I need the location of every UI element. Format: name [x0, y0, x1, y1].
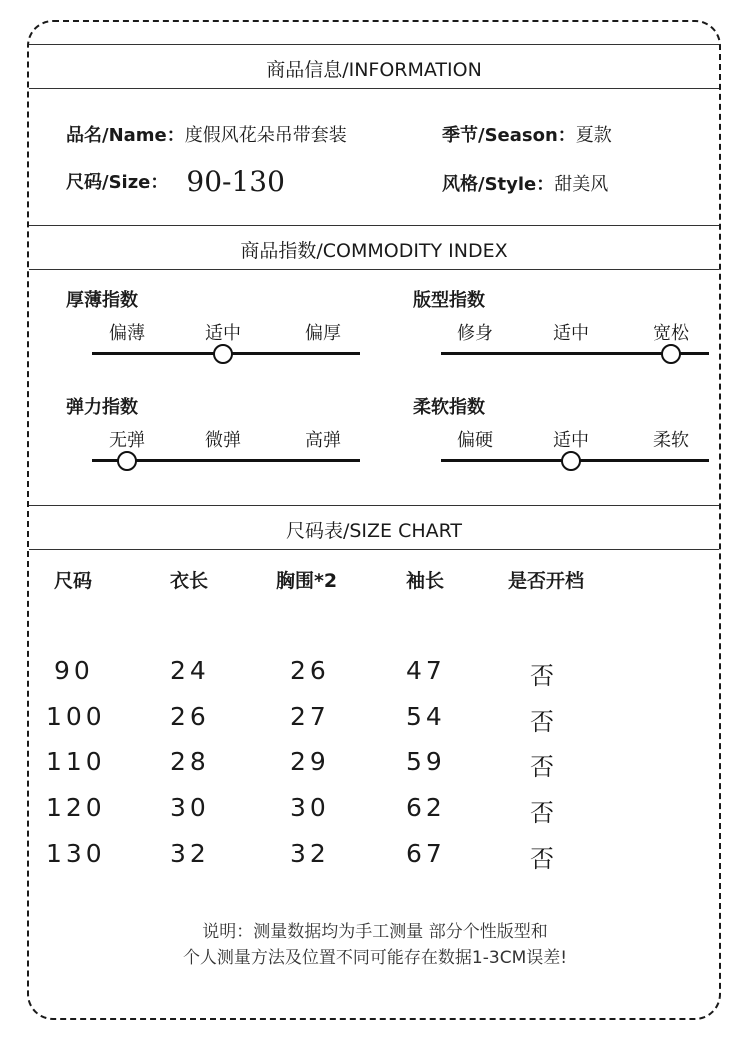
index-title-elasticity: 弹力指数: [66, 397, 138, 418]
info-size: [66, 165, 285, 198]
table-cell-sleeve: 67: [406, 839, 446, 868]
index-slider-knob: [213, 344, 233, 364]
index-option-softness: 柔软: [653, 430, 689, 451]
index-option-elasticity: 高弹: [305, 430, 341, 451]
note-line-1: 说明：测量数据均为手工测量 部分个性版型和: [202, 922, 548, 942]
season-value: 夏款: [575, 125, 612, 146]
index-title-thickness: 厚薄指数: [66, 290, 138, 311]
name-value: 度假风花朵吊带套装: [184, 125, 347, 146]
season-label: 季节/Season：: [442, 125, 576, 146]
table-cell-size: 130: [46, 839, 106, 868]
style-label: 风格/Style：: [442, 174, 555, 195]
index-option-elasticity: 微弹: [205, 430, 241, 451]
index-option-thickness: 偏薄: [109, 323, 145, 344]
note-line-2: 个人测量方法及位置不同可能存在数据1-3CM误差!: [182, 948, 568, 968]
index-slider-knob: [117, 451, 137, 471]
index-option-fit: 适中: [553, 323, 589, 344]
size-value: 90-130: [186, 165, 285, 198]
size-label: 尺码/Size：: [66, 172, 169, 193]
index-title-softness: 柔软指数: [413, 397, 485, 418]
divider: [29, 549, 719, 550]
table-cell-open-crotch: 否: [530, 708, 554, 736]
info-name: [66, 121, 347, 147]
section-title-commodity-index: 商品指数/COMMODITY INDEX: [240, 240, 508, 262]
table-cell-sleeve: 54: [406, 702, 446, 731]
table-cell-chest: 32: [290, 839, 330, 868]
table-cell-open-crotch: 否: [530, 845, 554, 873]
info-season: [442, 121, 612, 147]
table-header-sleeve: 袖长: [406, 570, 445, 592]
table-header-size: 尺码: [54, 570, 93, 592]
index-option-softness: 适中: [553, 430, 589, 451]
table-cell-chest: 29: [290, 747, 330, 776]
table-header-open-crotch: 是否开档: [508, 570, 585, 592]
divider: [29, 44, 719, 45]
table-cell-open-crotch: 否: [530, 662, 554, 690]
index-option-thickness: 偏厚: [305, 323, 341, 344]
table-cell-open-crotch: 否: [530, 753, 554, 781]
name-label: 品名/Name：: [66, 125, 185, 146]
index-slider-knob: [661, 344, 681, 364]
table-cell-length: 32: [170, 839, 210, 868]
table-cell-chest: 27: [290, 702, 330, 731]
table-cell-length: 24: [170, 656, 210, 685]
table-cell-sleeve: 59: [406, 747, 446, 776]
divider: [29, 225, 719, 226]
table-cell-length: 26: [170, 702, 210, 731]
style-value: 甜美风: [554, 174, 609, 195]
table-cell-sleeve: 62: [406, 793, 446, 822]
table-header-chest: 胸围*2: [276, 570, 338, 592]
table-cell-length: 28: [170, 747, 210, 776]
index-option-softness: 偏硬: [457, 430, 493, 451]
section-title-information: 商品信息/INFORMATION: [266, 59, 482, 81]
index-title-fit: 版型指数: [413, 290, 485, 311]
table-cell-size: 90: [54, 656, 94, 685]
table-cell-length: 30: [170, 793, 210, 822]
table-cell-sleeve: 47: [406, 656, 446, 685]
table-cell-chest: 30: [290, 793, 330, 822]
divider: [29, 88, 719, 89]
index-option-thickness: 适中: [205, 323, 241, 344]
section-title-size-chart: 尺码表/SIZE CHART: [285, 520, 463, 542]
divider: [29, 505, 719, 506]
table-cell-size: 110: [46, 747, 106, 776]
table-cell-open-crotch: 否: [530, 799, 554, 827]
table-cell-size: 100: [46, 702, 106, 731]
index-slider-knob: [561, 451, 581, 471]
table-header-length: 衣长: [170, 570, 209, 592]
index-option-fit: 宽松: [653, 323, 689, 344]
table-cell-size: 120: [46, 793, 106, 822]
divider: [29, 269, 719, 270]
info-style: [442, 170, 608, 196]
index-option-elasticity: 无弹: [109, 430, 145, 451]
table-cell-chest: 26: [290, 656, 330, 685]
index-option-fit: 修身: [457, 323, 493, 344]
